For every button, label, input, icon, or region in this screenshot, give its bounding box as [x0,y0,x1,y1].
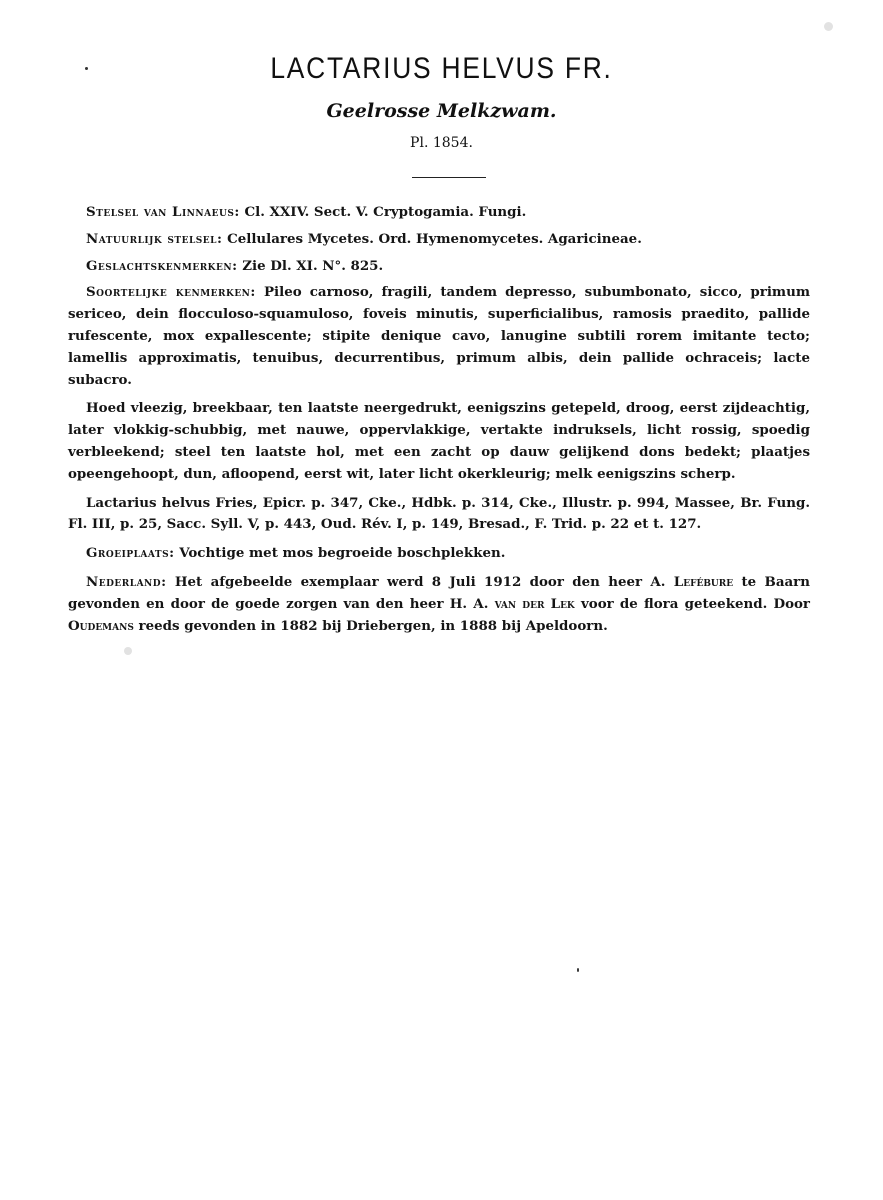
paragraph-nederland [68,572,810,637]
text-natuurlijk-stelsel: Cellulares Mycetes. Ord. Hymenomycetes. Agaricineae. [227,230,642,247]
paragraph-geslachtskenmerken [68,256,810,278]
paragraph-soortelijke-kenmerken [68,282,810,391]
label-natuurlijk-stelsel: Natuurlijk stelsel: [86,230,223,247]
plate-number: Pl. 1854. [410,135,473,151]
name-oudemans: Oudemans [68,617,134,634]
paragraph-stelsel-linnaeus [68,202,810,224]
description-body [68,202,810,644]
text-soortelijke-kenmerken: Pileo carnoso, fragili, tandem depresso, subumbonato, sicco, primum sericeo, dein flocculoso-squamuloso, foveis minutis, superficialibus, ramosis praedito, pallide rufescente, mox expallescente; stipite denique cavo, lanugine subtili rorem imitante tecto; lamellis approximatis, tenuibus, decurrentibus, primum albis, dein pallide ochraceis; lacte subacro. [68,284,810,388]
name-lefebure: Lefébure [673,573,734,590]
text-geslachtskenmerken: Zie Dl. XI. N°. 825. [242,257,384,274]
text-nederland-2: te Baarn gevonden en door de goede zorgen van den heer H. A. [68,573,810,612]
paragraph-groeiplaats [68,543,810,565]
label-nederland: Nederland: [86,573,167,590]
text-literature: Lactarius helvus Fries, Epicr. p. 347, Cke., Hdbk. p. 314, Cke., Illustr. p. 994, Massee, Br. Fung. Fl. III, p. 25, Sacc. Syll. V, p. 443, Oud. Rév. I, p. 149, Bresad., F. Trid. p. 22 et t. 127. [68,494,810,533]
label-groeiplaats: Groeiplaats: [86,545,175,562]
label-soortelijke-kenmerken: Soortelijke kenmerken: [86,284,256,301]
paper-speck [124,647,132,655]
paragraph-natuurlijk-stelsel [68,229,810,251]
paragraph-hoed [68,398,810,485]
dutch-name: Geelrosse Melkzwam. [326,100,557,122]
text-nederland-1: Het afgebeelde exemplaar werd 8 Juli 1912 door den heer A. [174,573,666,590]
name-lek: Lek [550,595,575,612]
text-nederland-4: reeds gevonden in 1882 bij Driebergen, in 1888 bij Apeldoorn. [138,617,608,634]
text-nederland-3: voor de flora geteekend. Door [580,595,810,612]
text-hoed: Hoed vleezig, breekbaar, ten laatste neergedrukt, eenigszins getepeld, droog, eerst zijdeachtig, later vlokkig-schubbig, met nauwe, oppervlakkige, vertakte indruksels, licht rossig, spoedig verbleekend; steel ten laatste hol, met een zacht op dauw gelijkend dons bedekt; plaatjes opeengehoopt, dun, afloopend, eerst wit, later licht okerkleurig; melk eenigszins scherp. [68,400,810,482]
label-geslachtskenmerken: Geslachtskenmerken: [86,257,238,274]
species-title: LACTARIUS HELVUS FR. [270,52,613,85]
text-groeiplaats: Vochtige met mos begroeide boschplekken. [179,545,506,562]
stray-mark [577,968,579,972]
paragraph-literature [68,493,810,537]
label-stelsel-linnaeus: Stelsel van Linnaeus: [86,204,240,220]
paper-speck [824,22,833,31]
text-stelsel-linnaeus: Cl. XXIV. Sect. V. Cryptogamia. Fungi. [244,204,527,220]
name-van-der-prefix: van der [494,595,545,612]
divider [412,177,486,178]
